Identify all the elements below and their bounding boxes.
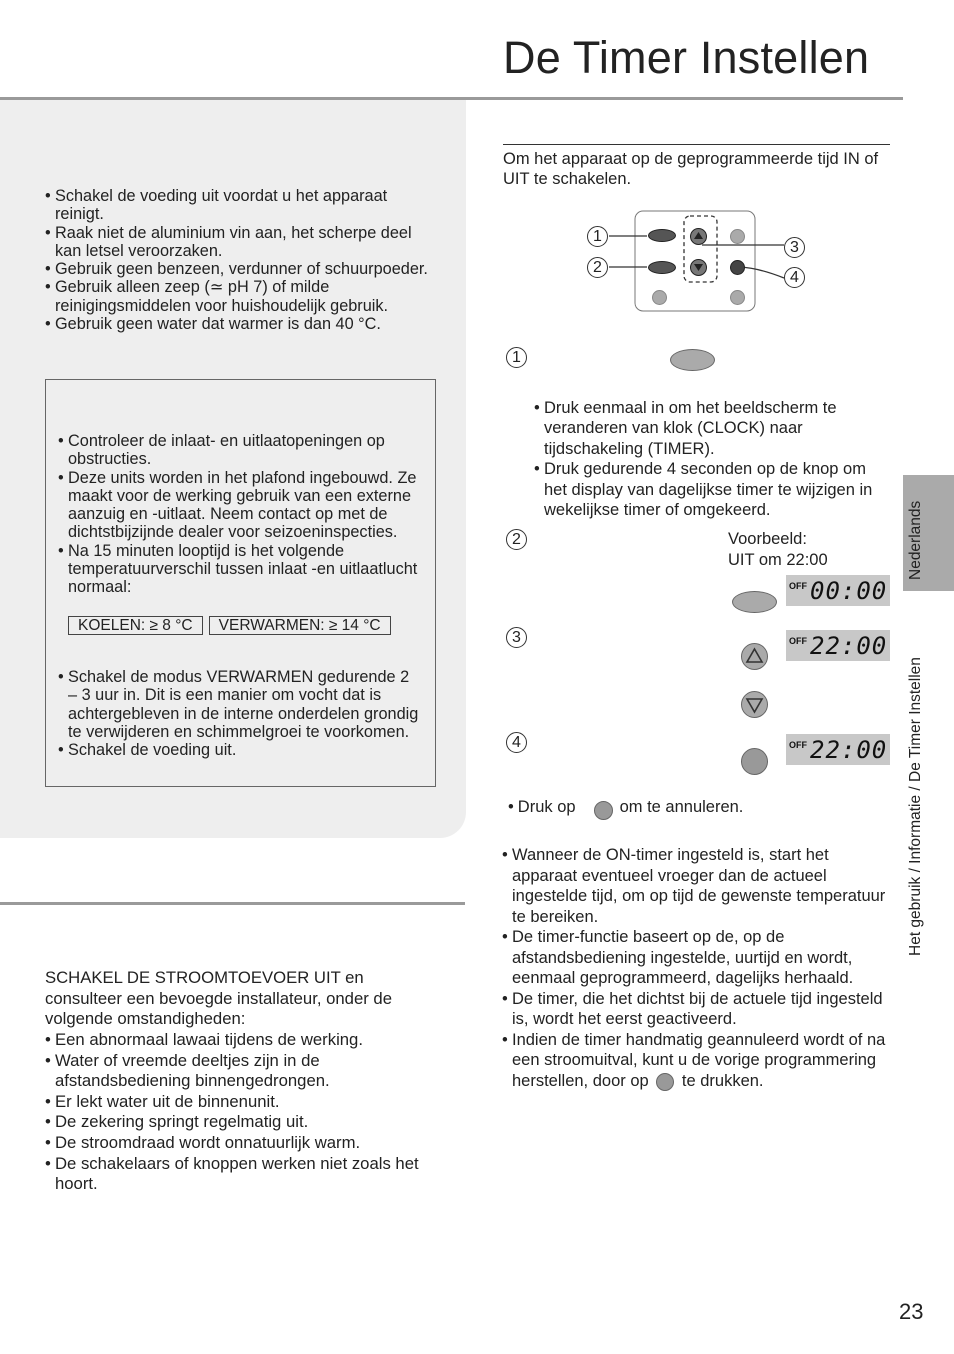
restore-button-icon [656,1073,674,1091]
cancel-before: Druk op [517,798,576,816]
side-path-label: Het gebruik / Informatie / De Timer Instellen [907,657,924,956]
list-item: • Druk gedurende 4 seconden op de knop om het display van dagelijkse timer te wijzigen in wekelijkse timer of omgekeerd. [534,459,889,520]
timer-button [648,261,676,274]
heating-tag: VERWARMEN: ≥ 14 °C [209,616,391,635]
remote-button [730,229,745,244]
example-label: Voorbeeld: [728,530,807,548]
example-value: UIT om 22:00 [728,551,828,569]
cooling-tag: KOELEN: ≥ 8 °C [68,616,203,635]
remote-button [730,290,745,305]
list-item: • Wanneer de ON-timer ingesteld is, start het apparaat eventueel vroeger dan de actueel ingestelde tijd, om op tijd de gewenste temperatuur te bereiken. [502,845,887,927]
down-button [690,259,707,276]
list-item: • Deze units worden in het plafond ingebouwd. Ze maakt voor de werking gebruik van een externe aanzuig en -uitlaat. Neem contact op met de dichtstbijzijnde dealer voor seizoeninspecties. [58,469,420,542]
callout-number: 1 [587,226,608,247]
lcd-time: 22:00 [810,632,888,660]
up-arrow-icon [741,643,768,670]
list-item: • Schakel de modus VERWARMEN gedurende 2 – 3 uur in. Dit is een manier om vocht dat is achtergebleven in de interne onderdelen grondig te verwijderen en schimmelgroei te voorkomen. [58,668,420,741]
section-rule [0,902,465,905]
step-number: 2 [506,529,527,550]
cancel-instruction: • Druk op om te annuleren. [508,798,743,817]
list-item: • Water of vreemde deeltjes zijn in de afstandsbediening binnengedrongen. [45,1051,440,1092]
restore-note-text: Indien de timer handmatig geannuleerd wordt of na een stroomuitval, kunt u de vorige programmering herstellen, door op [512,1030,886,1090]
lcd-display [786,630,890,661]
cleaning-list [45,187,440,333]
step-number: 1 [506,347,527,368]
list-item: • De stroomdraad wordt onnatuurlijk warm. [45,1133,440,1154]
set-button-icon [741,748,768,775]
lcd-time: 00:00 [810,577,888,605]
list-item: • De timer, die het dichtst bij de actuele tijd ingesteld is, wordt het eerst geactiveerd. [502,989,887,1030]
lcd-display [786,734,890,765]
list-item [502,1030,887,1092]
list-item: • Er lekt water uit de binnenunit. [45,1092,440,1113]
restore-note-end: te drukken. [681,1071,764,1090]
list-item: • Schakel de voeding uit. [58,741,420,759]
service-list [45,1030,440,1195]
list-item: • Na 15 minuten looptijd is het volgende temperatuurverschil tussen inlaat -en uitlaatlucht normaal: [58,542,420,597]
temperature-tags [68,616,397,635]
lcd-display [786,575,890,606]
callout-number: 3 [784,237,805,258]
set-button [730,260,745,275]
cancel-after: om te annuleren. [619,798,744,816]
timer-button [648,229,676,242]
remote-diagram [584,206,814,316]
up-button [690,228,707,245]
inspection-list [58,432,420,597]
list-item: • Raak niet de aluminium vin aan, het scherpe deel kan letsel veroorzaken. [45,224,440,261]
timer-notes [502,845,887,1091]
list-item: • Gebruik geen water dat warmer is dan 40 °C. [45,315,440,333]
timer-button-icon [732,591,777,613]
list-item: • De timer-functie baseert op de, op de afstandsbediening ingestelde, uurtijd en wordt, eenmaal geprogrammeerd, dagelijks herhaald. [502,927,887,989]
step-number: 4 [506,732,527,753]
down-arrow-icon [741,691,768,718]
list-item: • Druk eenmaal in om het beeldscherm te veranderen van klok (CLOCK) naar tijdschakeling (TIMER). [534,398,889,459]
lcd-time: 22:00 [810,736,888,764]
list-item: • De zekering springt regelmatig uit. [45,1112,440,1133]
remote-button [652,290,667,305]
timer-button-icon [670,349,715,371]
service-intro: SCHAKEL DE STROOMTOEVOER UIT en consulteer een bevoegde installateur, onder de volgende omstandigheden: [45,968,392,1029]
side-tab-label: Nederlands [907,500,924,580]
timer-intro: Om het apparaat op de geprogrammeerde tijd IN of UIT te schakelen. [503,150,879,189]
list-item: • Schakel de voeding uit voordat u het apparaat reinigt. [45,187,440,224]
list-item: • Controleer de inlaat- en uitlaatopeningen op obstructies. [58,432,420,469]
callout-number: 2 [587,257,608,278]
page-number: 23 [899,1299,924,1324]
lcd-off-label: OFF [789,636,807,646]
callout-number: 4 [784,267,805,288]
cancel-button-icon [594,801,613,820]
timer-rule [503,144,890,145]
list-item: • Gebruik geen benzeen, verdunner of schuurpoeder. [45,260,440,278]
step-number: 3 [506,627,527,648]
step1-list [534,398,889,520]
list-item: • Een abnormaal lawaai tijdens de werking. [45,1030,440,1051]
list-item: • Gebruik alleen zeep (≃ pH 7) of milde reinigingsmiddelen voor huishoudelijk gebruik. [45,278,440,315]
lcd-off-label: OFF [789,740,807,750]
lcd-off-label: OFF [789,581,807,591]
page-title: De Timer Instellen [503,32,870,83]
inspection-after-list [58,668,420,759]
list-item: • De schakelaars of knoppen werken niet zoals het hoort. [45,1154,440,1195]
